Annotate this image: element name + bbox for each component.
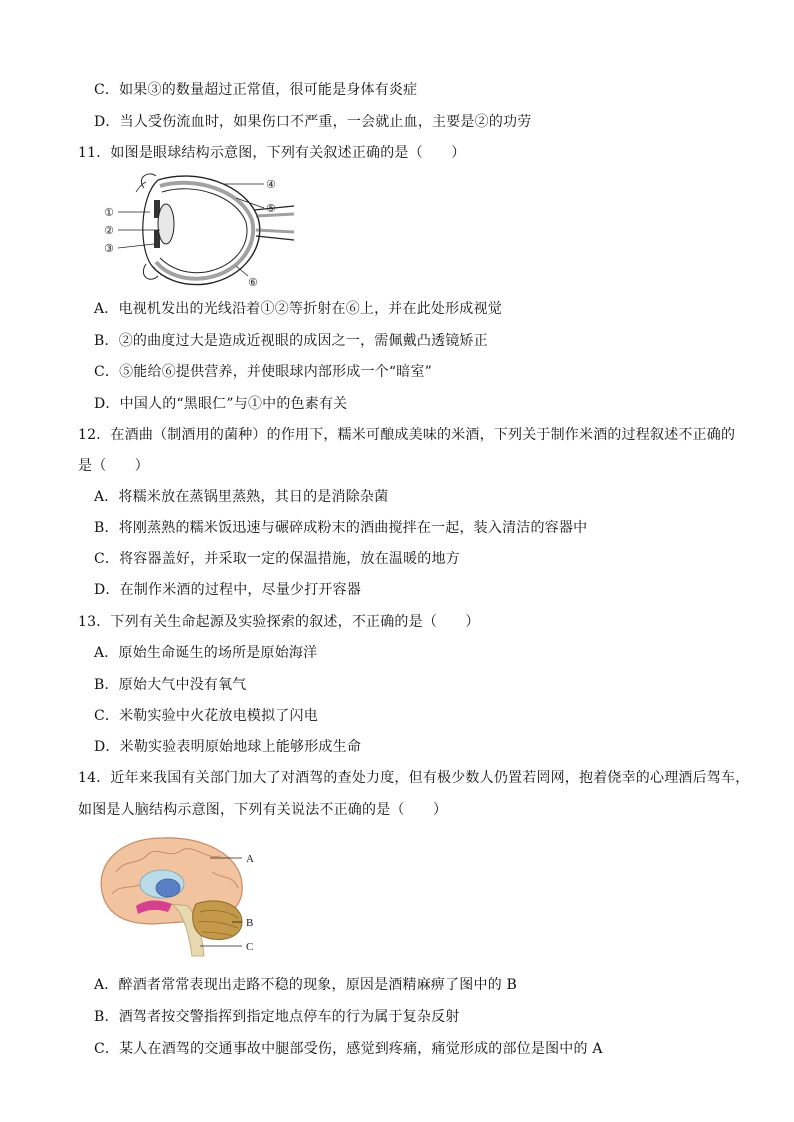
brain-label-b: B xyxy=(246,917,254,929)
q12-option-d: D．在制作米酒的过程中，尽量少打开容器 xyxy=(94,582,362,598)
q11-option-c: C．⑤能给⑥提供营养，并使眼球内部形成一个“暗室” xyxy=(94,364,433,380)
q12-option-c: C．将容器盖好，并采取一定的保温措施，放在温暖的地方 xyxy=(94,551,460,567)
q14-stem-line1: 14．近年来我国有关部门加大了对酒驾的查处力度，但有极少数人仍置若罔网，抱着侥幸的心理酒后驾车， xyxy=(78,770,750,786)
eye-label-3: ③ xyxy=(104,242,114,255)
eye-label-6: ⑥ xyxy=(248,276,258,289)
q10-option-c: C．如果③的数量超过正常值，很可能是身体有炎症 xyxy=(94,82,418,98)
q14-option-c: C．某人在酒驾的交通事故中腿部受伤，感觉到疼痛，痛觉形成的部位是图中的 A xyxy=(94,1041,603,1057)
q14-option-b: B．酒驾者按交警指挥到指定地点停车的行为属于复杂反射 xyxy=(94,1009,460,1025)
q11-option-b: B．②的曲度过大是造成近视眼的成因之一，需佩戴凸透镜矫正 xyxy=(94,333,488,349)
q13-stem: 13．下列有关生命起源及实验探索的叙述，不正确的是（ ） xyxy=(78,614,480,630)
q11-option-d: D．中国人的“黑眼仁”与①中的色素有关 xyxy=(94,396,348,412)
q12-option-a: A．将糯米放在蒸锅里蒸熟，其日的是消除杂菌 xyxy=(94,489,389,505)
eyeball-diagram xyxy=(96,166,296,292)
brain-label-c: C xyxy=(246,941,254,953)
eye-label-4: ④ xyxy=(266,178,276,191)
brain-label-a: A xyxy=(246,853,254,865)
q14-option-a: A．醉酒者常常表现出走路不稳的现象，原因是酒精麻痹了图中的 B xyxy=(94,977,518,993)
q12-stem-line2: 是（ ） xyxy=(78,458,149,474)
q10-option-d: D．当人受伤流血时，如果伤口不严重，一会就止血，主要是②的功劳 xyxy=(94,114,532,130)
q11-option-a: A．电视机发出的光线沿着①②等折射在⑥上，并在此处形成视觉 xyxy=(94,301,502,317)
q14-stem-line2: 如图是人脑结构示意图，下列有关说法不正确的是（ ） xyxy=(78,802,448,818)
q13-option-a: A．原始生命诞生的场所是原始海洋 xyxy=(94,645,318,661)
eye-label-5: ⑤ xyxy=(266,202,276,215)
q13-option-d: D．米勒实验表明原始地球上能够形成生命 xyxy=(94,739,362,755)
q11-stem: 11．如图是眼球结构示意图，下列有关叙述正确的是（ ） xyxy=(78,145,466,161)
eye-label-1: ① xyxy=(104,206,114,219)
brain-diagram xyxy=(92,832,272,960)
q12-stem-line1: 12．在酒曲（制酒用的菌种）的作用下，糯米可酿成美味的米酒，下列关于制作米酒的过程叙述不正确的 xyxy=(78,427,736,443)
q13-option-b: B．原始大气中没有氧气 xyxy=(94,677,247,693)
eye-label-2: ② xyxy=(104,224,114,237)
q12-option-b: B．将刚蒸熟的糯米饭迅速与碾碎成粉末的酒曲搅拌在一起，装入清洁的容器中 xyxy=(94,520,588,536)
q13-option-c: C．米勒实验中火花放电模拟了闪电 xyxy=(94,708,318,724)
